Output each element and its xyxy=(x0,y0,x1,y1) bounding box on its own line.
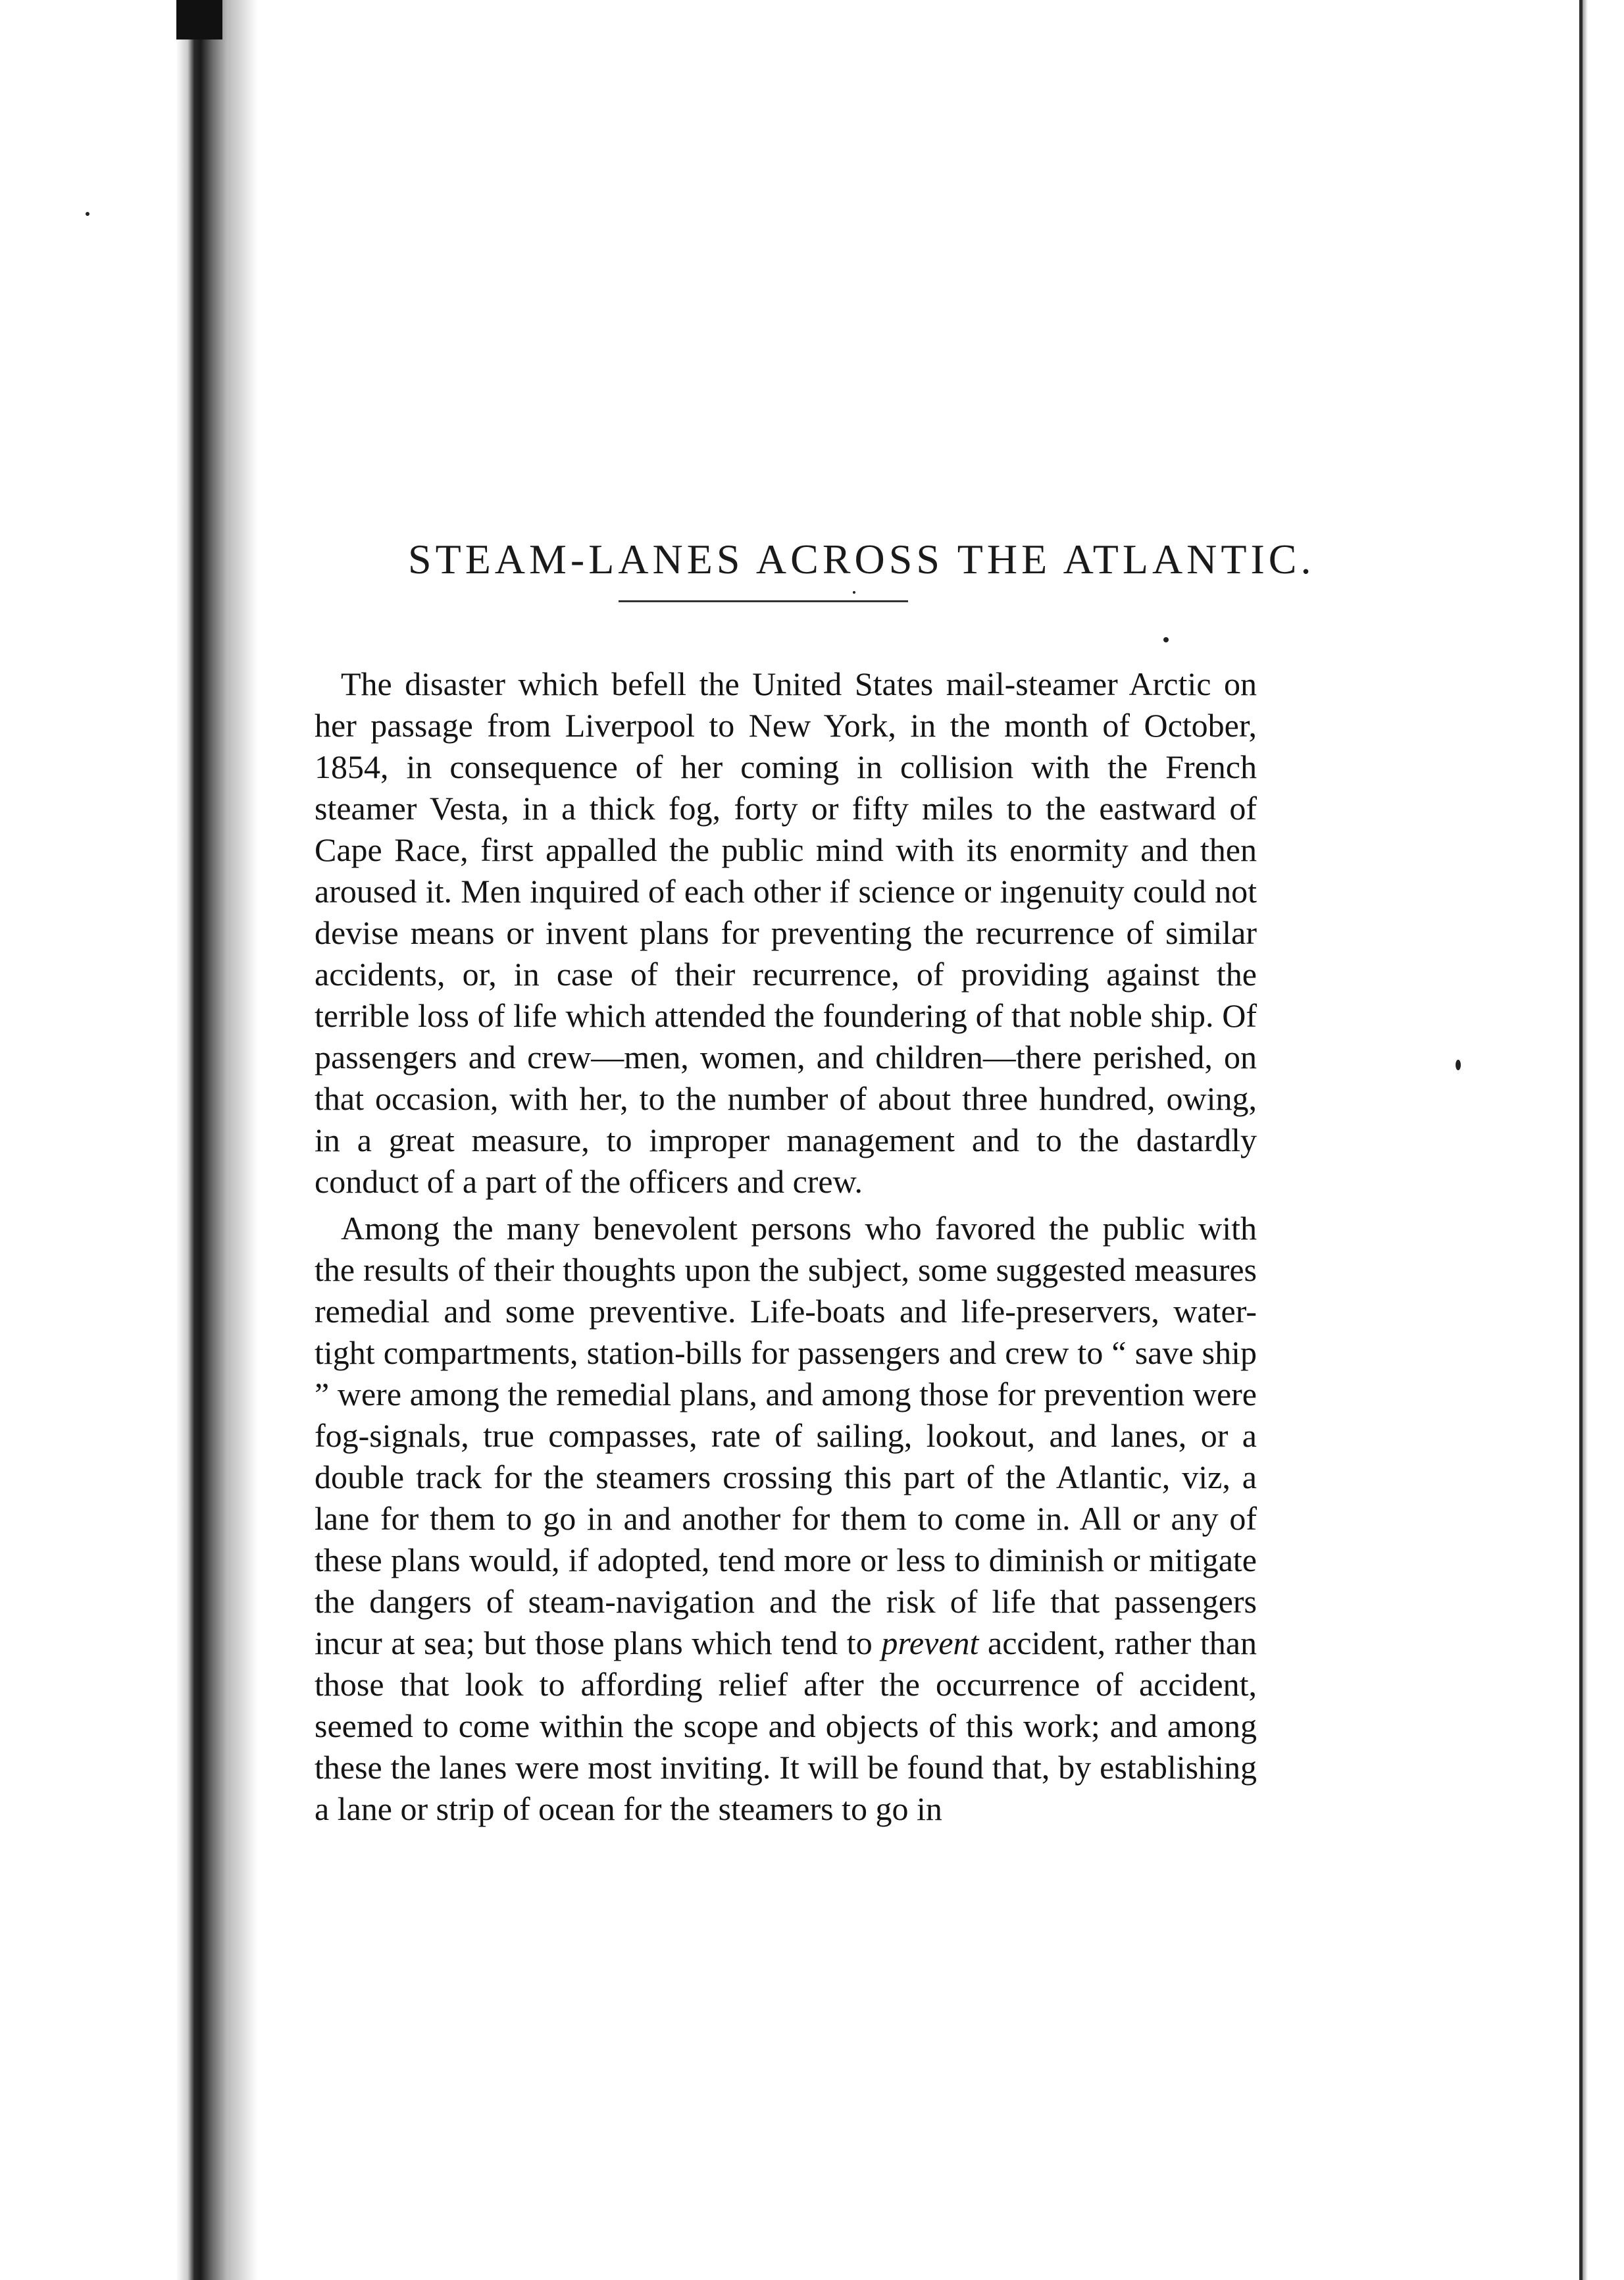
page-right-edge-shadow xyxy=(1583,0,1588,2280)
title-rule xyxy=(619,600,908,602)
ink-speck xyxy=(1456,1060,1461,1070)
book-spine-shadow xyxy=(176,0,258,2280)
paragraph-2-text-b: accident, rather than those that look to affording relief after the occurrence of accident, seemed to come within the scope and objects of this work; and among these the lanes were most inviting. It will be found that, by establishing a lane or strip of ocean for the steamers to go in xyxy=(315,1624,1257,1827)
body-text xyxy=(315,663,1257,1830)
ink-speck xyxy=(86,212,89,216)
ink-speck xyxy=(853,591,855,594)
ink-speck xyxy=(1163,637,1169,642)
paragraph-2-text-a: Among the many benevolent persons who favored the public with the results of their thoughts upon the subject, some suggested measures remedial and some preventive. Life-boats and life-preservers, water-tight compartments, station-bills for passengers and crew to “ save ship ” were among the remedial plans, and among those for prevention were fog-signals, true compasses, rate of sailing, lookout, and lanes, or a double track for the steamers crossing this part of the Atlantic, viz, a lane for them to go in and another for them to come in. All or any of these plans would, if adopted, tend more or less to diminish or mitigate the dangers of steam-navigation and the risk of life that passengers incur at sea; but those plans which tend to xyxy=(315,1210,1257,1661)
paragraph-1: The disaster which befell the United States mail-steamer Arctic on her passage from Liverpool to New York, in the month of October, 1854, in consequence of her coming in collision with the French steamer Vesta, in a thick fog, forty or fifty miles to the eastward of Cape Race, first appalled the public mind with its enormity and then aroused it. Men inquired of each other if science or ingenuity could not devise means or invent plans for preventing the recurrence of similar accidents, or, in case of their recurrence, of providing against the terrible loss of life which attended the foundering of that noble ship. Of passengers and crew—men, women, and children—there perished, on that occasion, with her, to the number of about three hundred, owing, in a great measure, to improper management and to the dastardly conduct of a part of the officers and crew. xyxy=(315,665,1257,1200)
page-title: STEAM-LANES ACROSS THE ATLANTIC. xyxy=(408,535,1315,583)
paragraph-2-italic: prevent xyxy=(881,1624,979,1661)
spine-dark-corner xyxy=(176,0,222,39)
paragraph-2 xyxy=(315,1208,1257,1830)
